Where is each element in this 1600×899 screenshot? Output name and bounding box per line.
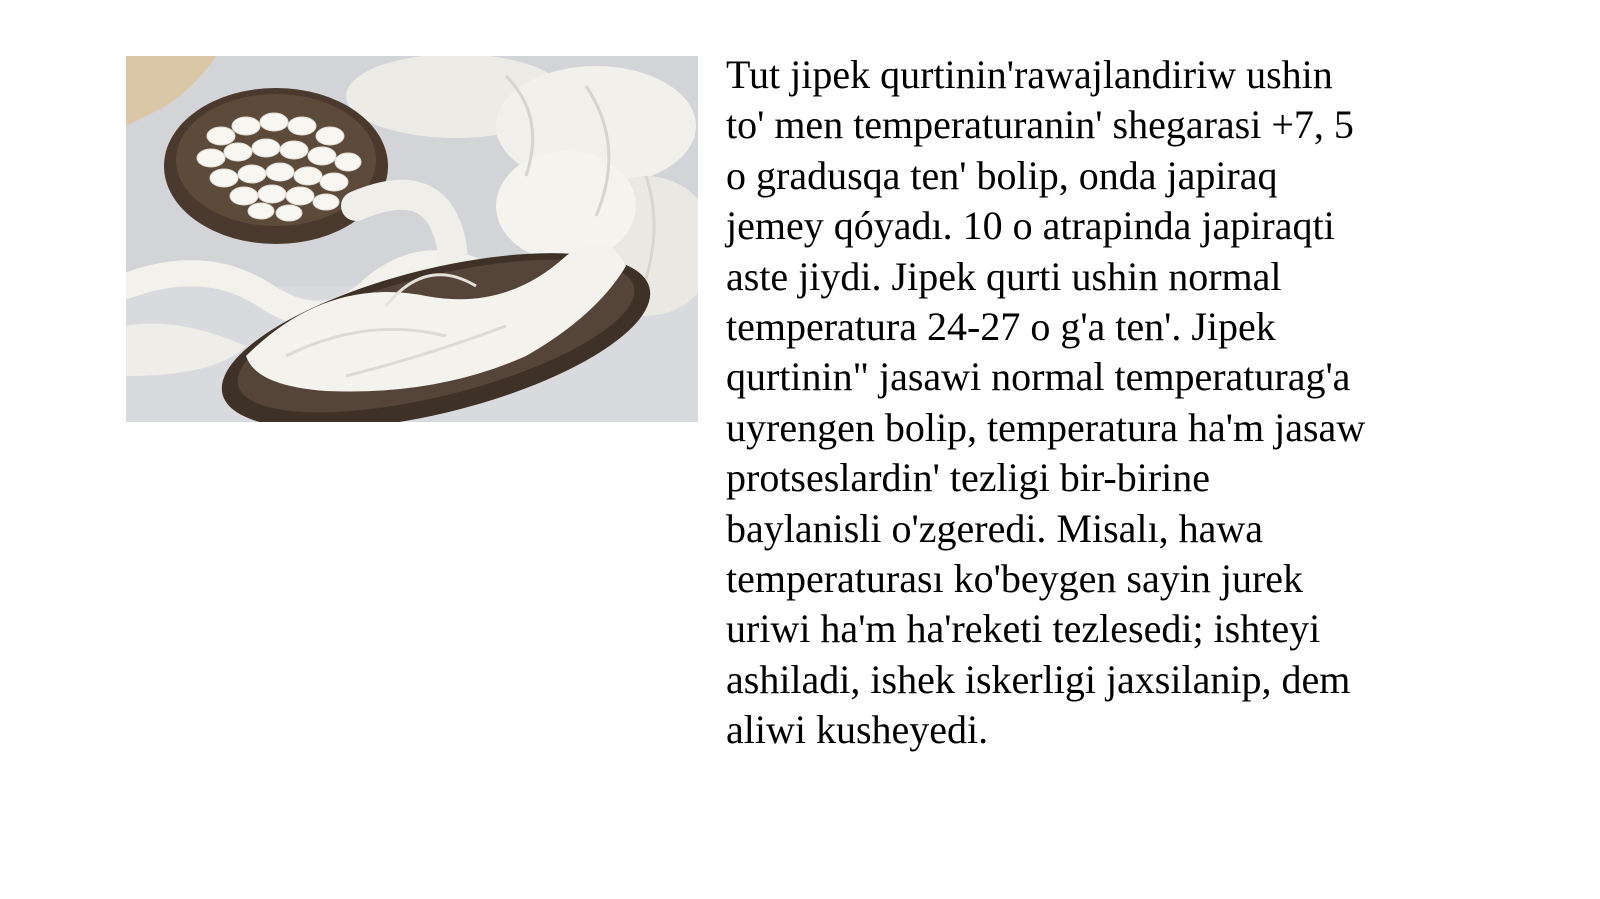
paragraph-line: Tut jipek qurtinin'rawajlandiriw ushin [726,52,1333,97]
paragraph-line: aste jiydi. Jipek qurti ushin normal [726,253,1282,299]
paragraph-line: temperaturası ko'beygen sayin jurek [726,556,1304,602]
paragraph-line: uriwi ha'm ha'reketi tezlesedi; ishteyi [726,606,1321,652]
paragraph-line: aliwi kusheyedi. [726,707,989,753]
slide-paragraph [726,50,1486,756]
paragraph-line: baylanisli o'zgeredi. Misalı, hawa [726,505,1264,551]
paragraph-line: temperatura 24-27 o g'a ten'. Jipek [726,304,1276,350]
paragraph-line: jemey qóyadı. 10 o atrapinda japiraqti [726,203,1335,249]
paragraph-line: protseslardin' tezligi bir-birine [726,455,1211,501]
paragraph-line: to' men temperaturanin' shegarasi +7, 5 [726,102,1354,148]
silk-cocoons-illustration [126,56,698,422]
paragraph-line: qurtinin" jasawi normal temperaturag'a [726,354,1351,400]
paragraph-line: o gradusqa ten' bolip, onda japiraq [726,152,1278,198]
paragraph-line: ashiladi, ishek iskerligi jaxsilanip, dem [726,656,1351,702]
silk-cocoons-photo [126,56,698,422]
paragraph-line: uyrengen bolip, temperatura ha'm jasaw [726,404,1366,450]
